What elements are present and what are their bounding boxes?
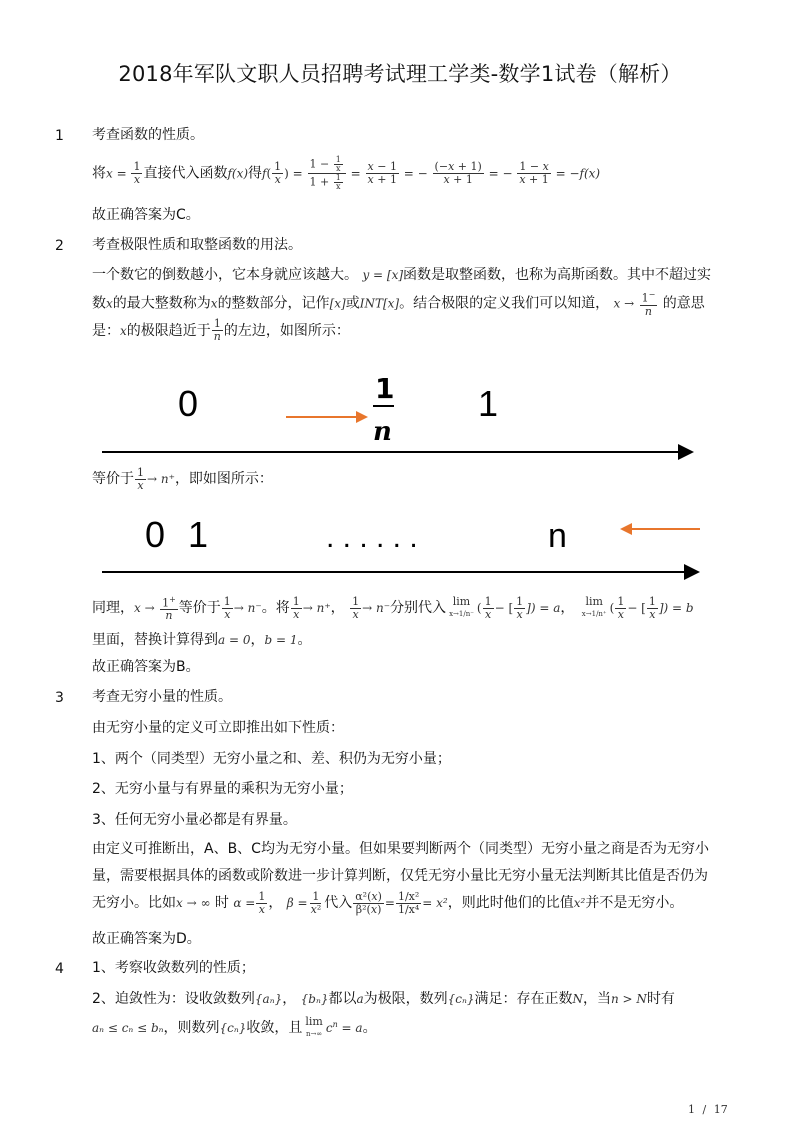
fig1-frac-den: n — [373, 417, 392, 447]
q2-topic: 考查极限性质和取整函数的用法。 — [92, 237, 302, 253]
question-number-1: 1 — [55, 128, 64, 144]
q1-answer: 故正确答案为C。 — [92, 207, 200, 223]
q3-explanation: 由定义可推断出，A、B、C均为无穷小量。但如果要判断两个（同类型）无穷小量之商是否为无穷小 量，需要根据具体的函数或阶数进一步计算判断，仅凭无穷小量比无穷小量无法判断其比值是否仍为 无穷小。比如x → ∞ 时 α = $\frac{1}{x}$ ， β = $\frac{1}{\text{x²}}$ 代入 $\frac{\text{α²(x)}}{\text{β²(x)}}$ = $\frac{\text{1/x²}}{\text{1/x⁴}}$ = x²，则此时他们的比值x²并不是无穷小。 — [92, 841, 709, 916]
page-indicator — [688, 1103, 728, 1116]
q4-item-1: 1、考察收敛数列的性质； — [92, 960, 255, 976]
q2-equivalence-1: 等价于 $\frac{1}{x}$ → n⁺，即如图所示： — [92, 465, 273, 492]
fig1-axis-arrowhead — [678, 444, 694, 460]
q3-property-3: 3、任何无穷小量必都是有界量。 — [92, 812, 297, 828]
fig1-label-0: 0 — [178, 383, 199, 424]
q3-answer: 故正确答案为D。 — [92, 931, 201, 947]
fig2-dots: . . . . . . — [326, 521, 418, 554]
q2-explanation: 一个数它的倒数越小，它本身就应该越大。 y = [x]函数是取整函数，也称为高斯函数。其中不超过实 数x的最大整数称为x的整数部分，记作[x]或INT[x]。结合极限的定义我们可以知道， x → $\frac{1^-}{n}$ 的意思 是：x的极限趋近于 $\frac{1}{n}$ 的左边，如图所示： — [92, 267, 712, 344]
question-number-4: 4 — [55, 961, 64, 977]
page-current: 1 — [688, 1103, 695, 1116]
q3-property-1: 1、两个（同类型）无穷小量之和、差、积仍为无穷小量； — [92, 751, 451, 767]
fig1-label-1: 1 — [478, 383, 499, 424]
page-total: 17 — [713, 1103, 728, 1116]
document-title: 2018年军队文职人员招聘考试理工学类-数学1试卷（解析） — [118, 62, 682, 86]
fig2-axis-arrowhead — [684, 564, 700, 580]
number-line-figure-2 — [90, 505, 710, 590]
fig2-orange-arrowhead — [620, 523, 632, 535]
q1-topic: 考查函数的性质。 — [92, 127, 204, 143]
q3-intro: 由无穷小量的定义可立即推出如下性质： — [92, 720, 344, 736]
q3-topic: 考查无穷小量的性质。 — [92, 689, 232, 705]
q1-derivation: 将x = $\frac{1}{x}$ 直接代入函数f(x)得f( $\frac{1}{x}$ ) = 1 − $\frac{1}{x}$ 1 + $\frac{1}{x}$ = $\frac{x - 1}{x + 1}$ = − $\frac{(-x + 1)}{x + 1}$ = − $\frac{1 - x}{x + 1}$ = −f(x) — [92, 155, 601, 191]
q4-item-2: 2、迫敛性为：设收敛数列{aₙ}， {bₙ}都以a为极限，数列{cₙ}满足：存在正数N，当n > N时有 aₙ ≤ cₙ ≤ bₙ，则数列{cₙ}收敛，且 lim n→∞ $c^n = a$。 — [92, 991, 675, 1038]
fig1-orange-arrowhead — [356, 411, 368, 423]
question-number-2: 2 — [55, 238, 64, 254]
q2-answer: 故正确答案为B。 — [92, 659, 200, 675]
fig2-label-1: 1 — [188, 514, 209, 555]
fig2-label-0: 0 — [145, 514, 166, 555]
fig1-frac-num: 1 — [375, 372, 395, 405]
q3-property-2: 2、无穷小量与有界量的乘积为无穷小量； — [92, 781, 353, 797]
number-line-figure-1 — [90, 360, 710, 470]
q2-substitution: 同理，x → $\frac{1^+}{n}$ 等价于 $\frac{1}{x}$ → n⁻。将 $\frac{1}{x}$ → n⁺， $\frac{1}{x}$ → n⁻分别代入 lim x→1/n⁻ ( $\frac{1}{x}$ − [ $\frac{1}{x}$ ]) = a， lim x→1/n⁺ ( $\frac{1}{x}$ − [ $\frac{1}{x}$ ]) = b 里面，替换计算得到a = 0，b = 1。 — [92, 594, 694, 648]
question-number-3: 3 — [55, 690, 64, 706]
fig2-label-n: n — [548, 517, 567, 555]
page-separator: / — [702, 1103, 707, 1116]
